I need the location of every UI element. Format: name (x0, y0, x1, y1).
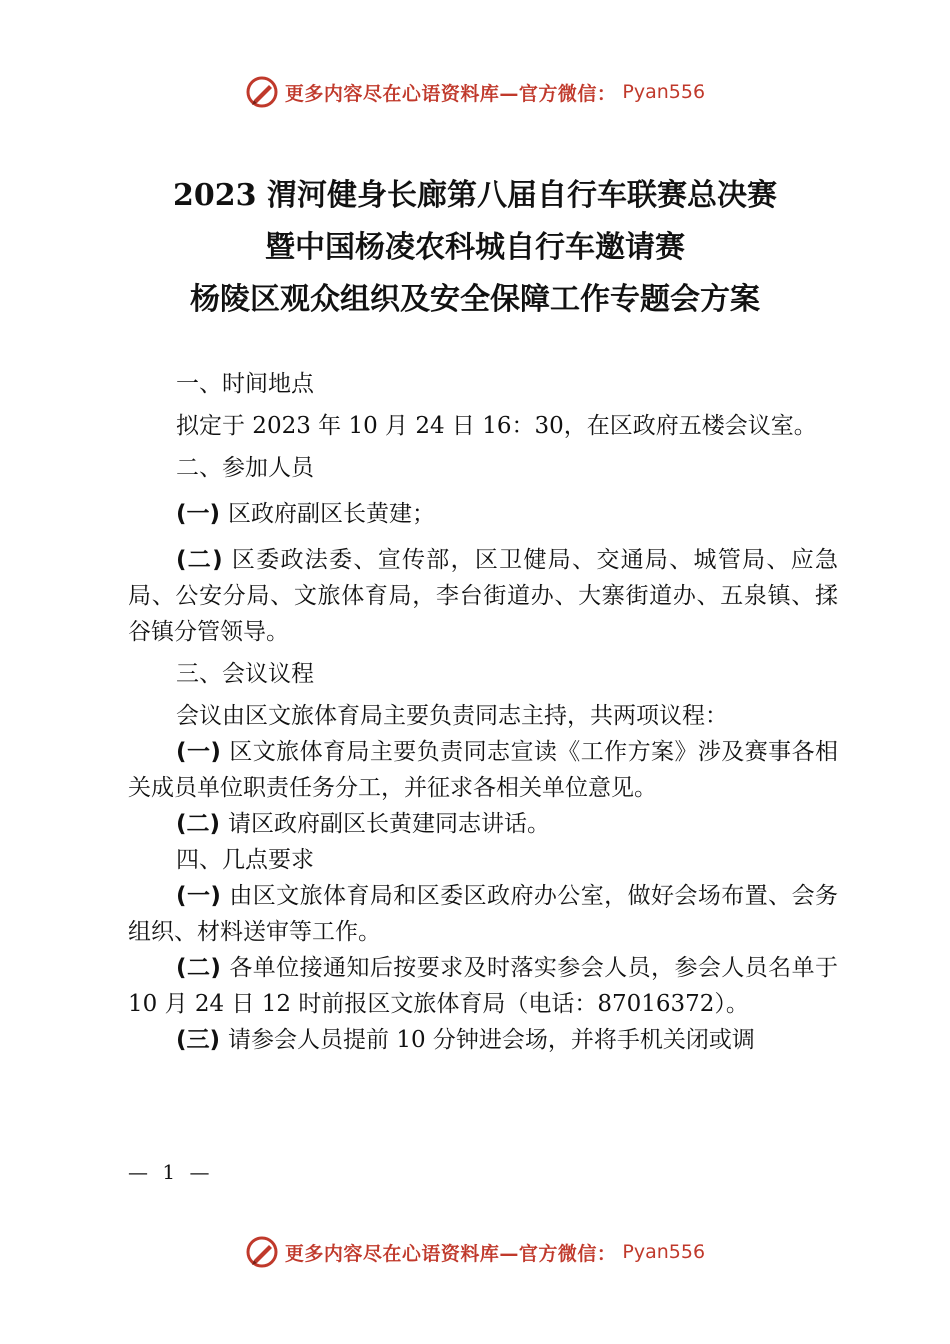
document-title (0, 170, 950, 326)
pen-logo-icon (245, 1235, 279, 1269)
agenda-item-2-text: 请区政府副区长黄建同志讲话。 (228, 811, 551, 837)
list-marker: (二) (176, 955, 221, 981)
watermark-text: 更多内容尽在心语资料库—官方微信： (284, 82, 617, 105)
requirement-item-2 (128, 950, 838, 1022)
requirement-item-1-text: 由区文旅体育局和区委区政府办公室，做好会场布置、会务组织、材料送审等工作。 (128, 883, 839, 945)
list-marker: (一) (176, 739, 221, 765)
list-marker: (二) (176, 547, 223, 573)
section-heading-attendees: 二、参加人员 (176, 455, 314, 481)
attendee-item-1-text: 区政府副区长黄建； (228, 501, 436, 527)
attendee-item-2-text: 区委政法委、宣传部，区卫健局、交通局、城管局、应急局、公安分局、文旅体育局，李台街道办、大寨街道办、五泉镇、揉谷镇分管领导。 (128, 547, 839, 645)
title-line-2: 暨中国杨凌农科城自行车邀请赛 (265, 230, 685, 265)
watermark-wechat-id: Pyan556 (622, 81, 706, 103)
attendee-item-1 (128, 496, 838, 532)
watermark-text: 更多内容尽在心语资料库—官方微信： (284, 1242, 617, 1265)
title-line-1: 2023 渭河健身长廊第八届自行车联赛总决赛 (173, 178, 777, 213)
list-marker: (一) (176, 883, 221, 909)
pen-logo-icon (245, 75, 279, 109)
agenda-intro: 会议由区文旅体育局主要负责同志主持，共两项议程： (176, 703, 728, 729)
requirement-item-1 (128, 878, 838, 950)
watermark-top (0, 72, 950, 112)
agenda-item-1 (128, 734, 838, 806)
watermark-bottom (0, 1232, 950, 1272)
page-number: — 1 — (128, 1160, 214, 1184)
document-body (128, 366, 838, 1058)
section-heading-requirements: 四、几点要求 (176, 847, 314, 873)
list-marker: (二) (176, 811, 221, 837)
requirement-item-3 (128, 1022, 838, 1058)
watermark-wechat-id: Pyan556 (622, 1241, 706, 1263)
agenda-item-2 (128, 806, 838, 842)
list-marker: (三) (176, 1027, 221, 1053)
section-heading-time-place: 一、时间地点 (176, 371, 314, 397)
requirement-item-3-text: 请参会人员提前 10 分钟进会场，并将手机关闭或调 (228, 1027, 755, 1053)
agenda-item-1-text: 区文旅体育局主要负责同志宣读《工作方案》涉及赛事各相关成员单位职责任务分工，并征求各相关单位意见。 (128, 739, 839, 801)
title-line-3: 杨陵区观众组织及安全保障工作专题会方案 (190, 282, 760, 317)
requirement-item-2-text: 各单位接通知后按要求及时落实参会人员，参会人员名单于 10 月 24 日 12 时前报区文旅体育局（电话：87016372）。 (128, 955, 839, 1017)
attendee-item-2 (128, 542, 838, 650)
section-text-time-place: 拟定于 2023 年 10 月 24 日 16：30，在区政府五楼会议室。 (176, 413, 817, 439)
list-marker: (一) (176, 501, 221, 527)
section-heading-agenda: 三、会议议程 (176, 661, 314, 687)
